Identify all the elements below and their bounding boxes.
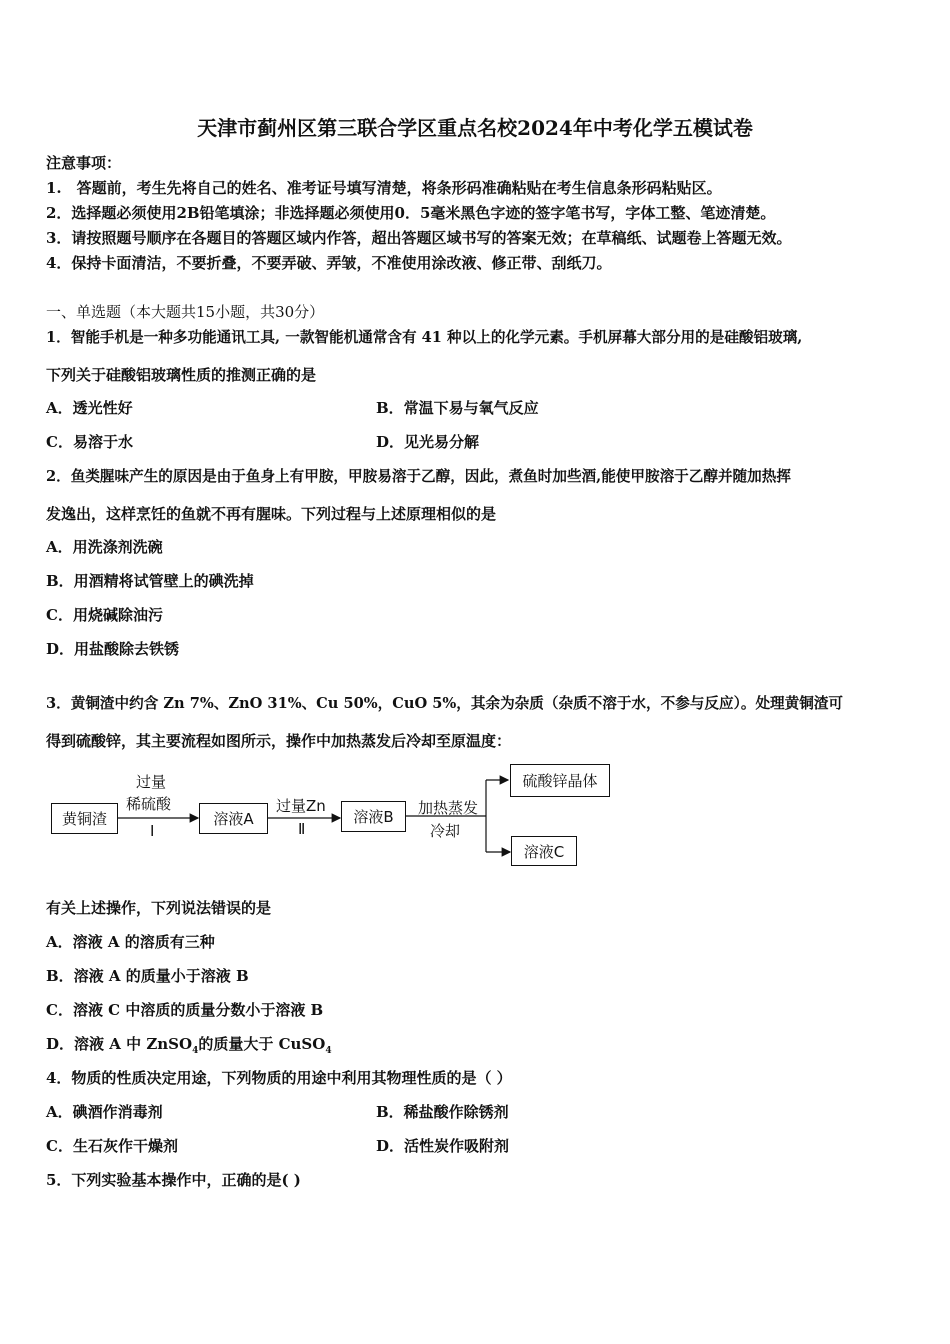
flow-solution-a: 溶液A xyxy=(199,803,268,834)
question-3-option-a: A．溶液 A 的溶质有三种 xyxy=(46,933,215,951)
flow-start-brass-slag: 黄铜渣 xyxy=(51,803,118,834)
question-4-option-b: B．稀盐酸作除锈剂 xyxy=(376,1103,509,1121)
question-4-option-d: D．活性炭作吸附剂 xyxy=(376,1137,510,1155)
question-3-option-d xyxy=(46,1033,332,1056)
step1-label-mid: 稀硫酸 xyxy=(126,795,172,813)
question-3-prompt: 有关上述操作，下列说法错误的是 xyxy=(46,899,272,917)
subscript: 4 xyxy=(192,1046,199,1056)
flow-solution-b: 溶液B xyxy=(341,801,406,832)
option-d-text-2: 的质量大于 CuSO xyxy=(198,1035,326,1053)
step1-label-top: 过量 xyxy=(136,773,167,791)
question-3-option-b: B．溶液 A 的质量小于溶液 B xyxy=(46,967,249,985)
question-2-option-c: C．用烧碱除油污 xyxy=(46,606,163,624)
notice-item: 2．选择题必须使用2B铅笔填涂；非选择题必须使用0．5毫米黑色字迹的签字笔书写，字体工整、笔迹清楚。 xyxy=(46,204,776,222)
subscript-2: 4 xyxy=(325,1046,332,1056)
step2-label-top: 过量Zn xyxy=(276,797,326,815)
question-2-stem: 2．鱼类腥味产生的原因是由于鱼身上有甲胺，甲胺易溶于乙醇，因此，煮鱼时加些酒,能使甲胺溶于乙醇并随加热挥 xyxy=(46,468,791,485)
question-2-option-d: D．用盐酸除去铁锈 xyxy=(46,640,180,658)
question-2-stem-cont: 发逸出，这样烹饪的鱼就不再有腥味。下列过程与上述原理相似的是 xyxy=(46,505,497,523)
notice-item: 4．保持卡面清洁，不要折叠，不要弄破、弄皱，不准使用涂改液、修正带、刮纸刀。 xyxy=(46,254,612,272)
question-1-option-b: B．常温下易与氧气反应 xyxy=(376,399,539,417)
question-4-stem: 4．物质的性质决定用途，下列物质的用途中利用其物理性质的是（ ） xyxy=(46,1069,512,1087)
section-heading: 一、单选题（本大题共15小题，共30分） xyxy=(46,303,325,321)
question-1-stem-cont: 下列关于硅酸铝玻璃性质的推测正确的是 xyxy=(46,366,317,384)
question-3-stem: 3．黄铜渣中约含 Zn 7%、ZnO 31%、Cu 50%，CuO 5%，其余为杂质（杂质不溶于水，不参与反应）。处理黄铜渣可 xyxy=(46,695,844,712)
notice-item: 3．请按照题号顺序在各题目的答题区域内作答，超出答题区域书写的答案无效；在草稿纸、试题卷上答题无效。 xyxy=(46,229,792,247)
question-1-option-d: D．见光易分解 xyxy=(376,433,480,451)
step3-label-bottom: 冷却 xyxy=(430,822,461,840)
step2-label-bottom: Ⅱ xyxy=(298,820,306,838)
question-3-option-c: C．溶液 C 中溶质的质量分数小于溶液 B xyxy=(46,1001,324,1019)
question-1-option-c: C．易溶于水 xyxy=(46,433,133,451)
question-3-stem-cont: 得到硫酸锌，其主要流程如图所示，操作中加热蒸发后冷却至原温度： xyxy=(46,732,512,750)
question-1-option-a: A．透光性好 xyxy=(46,399,133,417)
question-2-option-a: A．用洗涤剂洗碗 xyxy=(46,538,163,556)
notice-item: 1. 答题前，考生先将自己的姓名、准考证号填写清楚，将条形码准确粘贴在考生信息条形码粘贴区。 xyxy=(46,179,722,197)
notice-heading: 注意事项： xyxy=(46,154,122,172)
question-5-stem: 5．下列实验基本操作中，正确的是( ) xyxy=(46,1171,301,1189)
page-title: 天津市蓟州区第三联合学区重点名校2024年中考化学五模试卷 xyxy=(197,116,753,140)
step1-label-bottom: Ⅰ xyxy=(150,822,155,840)
flow-zinc-sulfate-crystal: 硫酸锌晶体 xyxy=(510,764,610,797)
question-2-option-b: B．用酒精将试管壁上的碘洗掉 xyxy=(46,572,254,590)
step3-label-top: 加热蒸发 xyxy=(418,799,479,817)
question-4-option-c: C．生石灰作干燥剂 xyxy=(46,1137,178,1155)
option-d-text: D．溶液 A 中 ZnSO xyxy=(46,1035,193,1053)
flow-solution-c: 溶液C xyxy=(511,836,577,866)
question-4-option-a: A．碘酒作消毒剂 xyxy=(46,1103,163,1121)
question-1-stem: 1．智能手机是一种多功能通讯工具, 一款智能机通常含有 41 种以上的化学元素。手机屏幕大部分用的是硅酸铝玻璃, xyxy=(46,329,803,346)
